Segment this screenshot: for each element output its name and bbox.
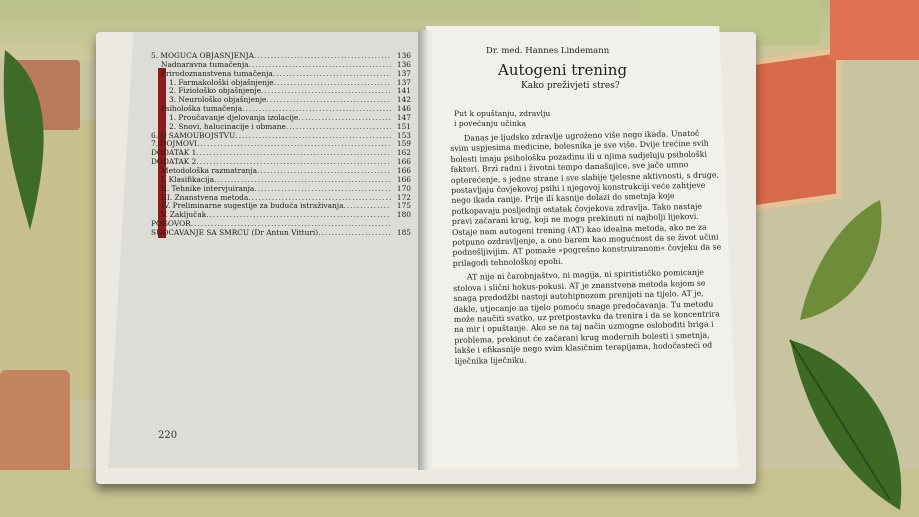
- toc-entry: [151, 185, 411, 194]
- toc-entry-title: I. Klasifikacija: [161, 175, 215, 184]
- toc-leader-dots: [191, 220, 391, 229]
- toc-leader-dots: [249, 61, 391, 70]
- toc-entry-title: 3. Neurološko objašnjenje: [169, 96, 267, 105]
- toc-leader-dots: [318, 229, 391, 238]
- page-number: 220: [158, 430, 178, 441]
- toc-entry-page: 166: [396, 174, 411, 184]
- toc-entry-title: 2. Fiziološko objašnjenje: [169, 87, 262, 96]
- cloth-patch-red: [0, 370, 70, 480]
- toc-entry-title: Metodološka razmatranja: [161, 166, 257, 175]
- toc-leader-dots: [344, 202, 391, 211]
- toc-entry-page: 146: [396, 104, 411, 114]
- toc-entry-title: IV. Preliminarne sugestije za buduća istraživanja: [161, 202, 344, 211]
- book-title: Autogeni trening: [498, 61, 628, 79]
- leaf-illustration: [0, 40, 60, 240]
- toc-entry-title: DODATAK 2: [151, 158, 197, 167]
- toc-entry: [151, 114, 411, 123]
- toc-leader-dots: [274, 79, 391, 88]
- toc-leader-dots: [266, 96, 391, 105]
- toc-entry-title: 1. Proučavanje djelovanja izolacije: [169, 113, 299, 122]
- toc-leader-dots: [197, 140, 391, 149]
- toc-entry-page: 147: [396, 112, 411, 122]
- toc-entry-title: II. Tehnike intervjuiranja: [161, 184, 255, 193]
- toc-entry: [151, 167, 411, 176]
- toc-leader-dots: [254, 185, 391, 194]
- toc-entry-title: POGOVOR: [151, 220, 191, 229]
- toc-leader-dots: [286, 123, 391, 132]
- toc-entry: [151, 132, 411, 141]
- toc-leader-dots: [196, 158, 391, 167]
- book-subtitle: Kako preživjeti stres?: [521, 81, 620, 91]
- toc-entry-title: 7. DOJMOVI: [151, 140, 198, 149]
- toc-entry: [151, 229, 411, 238]
- toc-entry: [151, 70, 411, 79]
- toc-entry-page: 136: [396, 51, 411, 60]
- toc-entry-title: Prirodoznanstvena tumačenja: [161, 69, 273, 78]
- toc-entry: [151, 211, 411, 220]
- toc-entry: [151, 79, 411, 88]
- toc-entry: [151, 149, 411, 158]
- toc-leader-dots: [248, 194, 391, 203]
- table-of-contents: [151, 52, 411, 238]
- paragraph: AT nije ni čarobnjaštvo, ni magija, ni spiritističko pomicanje stolova i slični hokus-pokusi. AT je znanstvena metoda kojom se snaga predodžbi nastoji autohipnozom prenijeti na tijelo. AT je, dakle, utjecanje na tijelo pomoću snage predočavanja. Tu metodu može naučiti svatko, uz pretpostavku da trenira i da se koncentrira na mir i opuštanje. Ako se na taj način uzmogne oslobođiti briga i problema, prekinut će začarani krug modernih bolesti i smetnja, lakše i efikasnije nego svim klasičnim terapijama, hodočasteći od liječnika liječniku.: [453, 267, 720, 366]
- toc-entry-page: 162: [396, 148, 411, 158]
- toc-entry: [151, 220, 411, 229]
- toc-leader-dots: [235, 132, 391, 141]
- toc-entry-title: Psihološka tumačenja: [161, 105, 243, 114]
- toc-leader-dots: [298, 114, 391, 123]
- toc-entry-title: 5. MOGUĆA OBJAŠNJENJA: [151, 52, 254, 60]
- toc-entry-page: 166: [396, 165, 411, 175]
- toc-entry-page: 159: [396, 139, 411, 149]
- toc-entry-title: SUOČAVANJE SA SMRĆU (Dr Antun Vitturi): [151, 228, 319, 237]
- toc-entry-page: 151: [396, 121, 411, 131]
- toc-entry-page: 137: [396, 77, 411, 87]
- toc-entry-title: V. Zaključak: [161, 211, 207, 220]
- paragraph: Danas je ljudsko zdravlje ugroženo više nego ikada. Unatoč svim uspjesima medicine, bolesnika je sve više. Dvije trećine svih bolesti imaju psihološku pozadinu ili u njima sudjeluju psihološki faktori. Brzi radni i životni tempo današnjice, sve jače umno opterećenje, s jedne strane i sve slabije tjelesne aktivnosti, s druge, postavljaju čovjekovoj psihi i njegovoj konstrukciji veće zahtjeve nego ikada ranije. Prije ili kasnije dolazi do smetnja koje potkopavaju posljednji ostatak čovjekova zdravlja. Tako nastaje pravi začarani krug, koji ne mogu prekinuti ni najbolji lijekovi. Ostaje nam autogeni trening (AT) kao idealna metoda, ako ne za potpuno ozdravljenje, a ono barem kao mogućnost da se život učini podnošljivijim. AT pomaže »pogrešno konstruiranom« čovjeku da se prilagodi tehnološkoj epohi.: [450, 128, 722, 268]
- toc-entry: [151, 202, 411, 211]
- toc-entry-page: 166: [396, 157, 411, 167]
- toc-entry-page: 142: [396, 95, 411, 105]
- toc-entry: [151, 61, 411, 70]
- toc-entry-page: 185: [396, 227, 411, 237]
- toc-entry-page: 141: [396, 86, 411, 96]
- toc-entry: [151, 140, 411, 149]
- toc-leader-dots: [206, 211, 391, 220]
- leaf-illustration: [770, 320, 919, 517]
- toc-entry: [151, 123, 411, 132]
- epigraph-line: Put k opuštanju, zdravlju: [454, 109, 551, 118]
- toc-entry-title: 1. Farmakološki objašnjenje: [169, 78, 274, 87]
- toc-entry-page: 136: [396, 59, 411, 69]
- toc-entry-page: 170: [396, 183, 411, 193]
- toc-leader-dots: [261, 87, 391, 96]
- toc-entry: [151, 52, 411, 61]
- toc-entry-page: 153: [396, 130, 411, 140]
- toc-entry-title: DODATAK 1: [151, 149, 197, 158]
- toc-entry-title: 6. O SAMOUBOJSTVU: [151, 131, 236, 140]
- toc-leader-dots: [214, 176, 391, 185]
- toc-leader-dots: [196, 149, 391, 158]
- toc-entry-page: 172: [396, 192, 411, 202]
- toc-entry: [151, 176, 411, 185]
- toc-entry: [151, 87, 411, 96]
- toc-entry-title: III. Znanstvena metoda: [161, 193, 249, 202]
- book-gutter: [418, 30, 434, 470]
- toc-entry: [151, 96, 411, 105]
- toc-entry-page: 175: [396, 201, 411, 211]
- leaf-illustration: [790, 190, 900, 330]
- epigraph: [454, 109, 550, 129]
- toc-entry: [151, 194, 411, 203]
- author-name: Dr. med. Hannes Lindemann: [486, 46, 610, 56]
- toc-entry-page: 180: [396, 210, 411, 220]
- toc-entry: [151, 105, 411, 114]
- toc-leader-dots: [257, 167, 391, 176]
- toc-entry-title: Nadnaravna tumačenja: [161, 60, 249, 69]
- toc-leader-dots: [242, 105, 391, 114]
- body-text: [450, 128, 725, 367]
- toc-entry: [151, 158, 411, 167]
- toc-entry-page: 137: [396, 68, 411, 78]
- epigraph-line: i povećanju učinka: [454, 119, 526, 128]
- toc-leader-dots: [254, 52, 391, 61]
- toc-leader-dots: [273, 70, 391, 79]
- cloth-patch: [830, 0, 919, 60]
- toc-entry-title: 2. Snovi, halucinacije i obmane: [169, 122, 286, 131]
- open-book: [96, 26, 756, 486]
